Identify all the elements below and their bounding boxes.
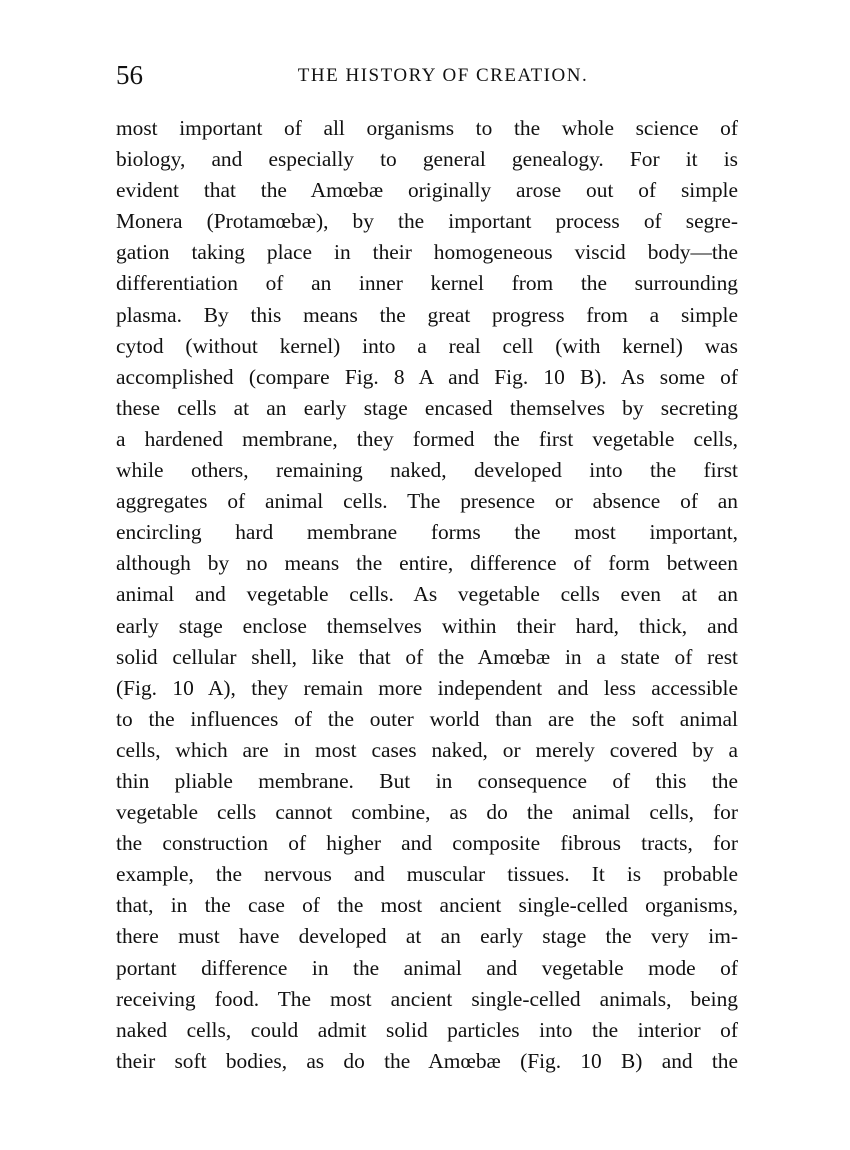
text-line: naked cells, could admit solid particles into the interior of xyxy=(116,1017,738,1042)
text-line: animal and vegetable cells. As vegetable cells even at an xyxy=(116,582,738,607)
page-header xyxy=(116,58,740,92)
text-line: a hardened membrane, they formed the first vegetable cells, xyxy=(116,426,738,451)
text-line: accomplished (compare Fig. 8 A and Fig. 10 B). As some of xyxy=(116,364,738,389)
text-line: these cells at an early stage encased themselves by secreting xyxy=(116,395,738,420)
text-line: example, the nervous and muscular tissues. It is probable xyxy=(116,862,738,887)
text-line: gation taking place in their homogeneous viscid body—the xyxy=(116,240,738,265)
text-line: their soft bodies, as do the Amœbæ (Fig. 10 B) and the xyxy=(116,1048,738,1073)
text-line: solid cellular shell, like that of the Amœbæ in a state of rest xyxy=(116,644,738,669)
text-line: to the influences of the outer world than are the soft animal xyxy=(116,706,738,731)
text-line: while others, remaining naked, developed into the first xyxy=(116,458,738,483)
text-line: cells, which are in most cases naked, or merely covered by a xyxy=(116,737,738,762)
text-line: encircling hard membrane forms the most important, xyxy=(116,520,738,545)
running-head: THE HISTORY OF CREATION. xyxy=(297,65,589,86)
text-line: aggregates of animal cells. The presence or absence of an xyxy=(116,489,738,514)
text-line: evident that the Amœbæ originally arose out of simple xyxy=(116,178,738,203)
body-text xyxy=(116,113,738,1077)
text-line: (Fig. 10 A), they remain more independent and less accessible xyxy=(116,675,738,700)
page-number: 56 xyxy=(116,60,143,90)
text-line: differentiation of an inner kernel from the surrounding xyxy=(116,271,738,296)
text-line: receiving food. The most ancient single-celled animals, being xyxy=(116,986,738,1011)
text-line: that, in the case of the most ancient single-celled organisms, xyxy=(116,893,738,918)
text-line: the construction of higher and composite fibrous tracts, for xyxy=(116,831,738,856)
text-line: Monera (Protamœbæ), by the important process of segre- xyxy=(116,209,738,234)
text-line: plasma. By this means the great progress from a simple xyxy=(116,302,738,327)
text-line: portant difference in the animal and vegetable mode of xyxy=(116,955,738,980)
text-line: early stage enclose themselves within their hard, thick, and xyxy=(116,613,738,638)
text-line: although by no means the entire, difference of form between xyxy=(116,551,738,576)
text-line: cytod (without kernel) into a real cell (with kernel) was xyxy=(116,333,738,358)
text-line: biology, and especially to general genealogy. For it is xyxy=(116,147,738,172)
text-line: thin pliable membrane. But in consequence of this the xyxy=(116,768,738,793)
text-line: vegetable cells cannot combine, as do the animal cells, for xyxy=(116,800,738,825)
text-line: there must have developed at an early stage the very im- xyxy=(116,924,738,949)
text-line: most important of all organisms to the whole science of xyxy=(116,116,738,140)
